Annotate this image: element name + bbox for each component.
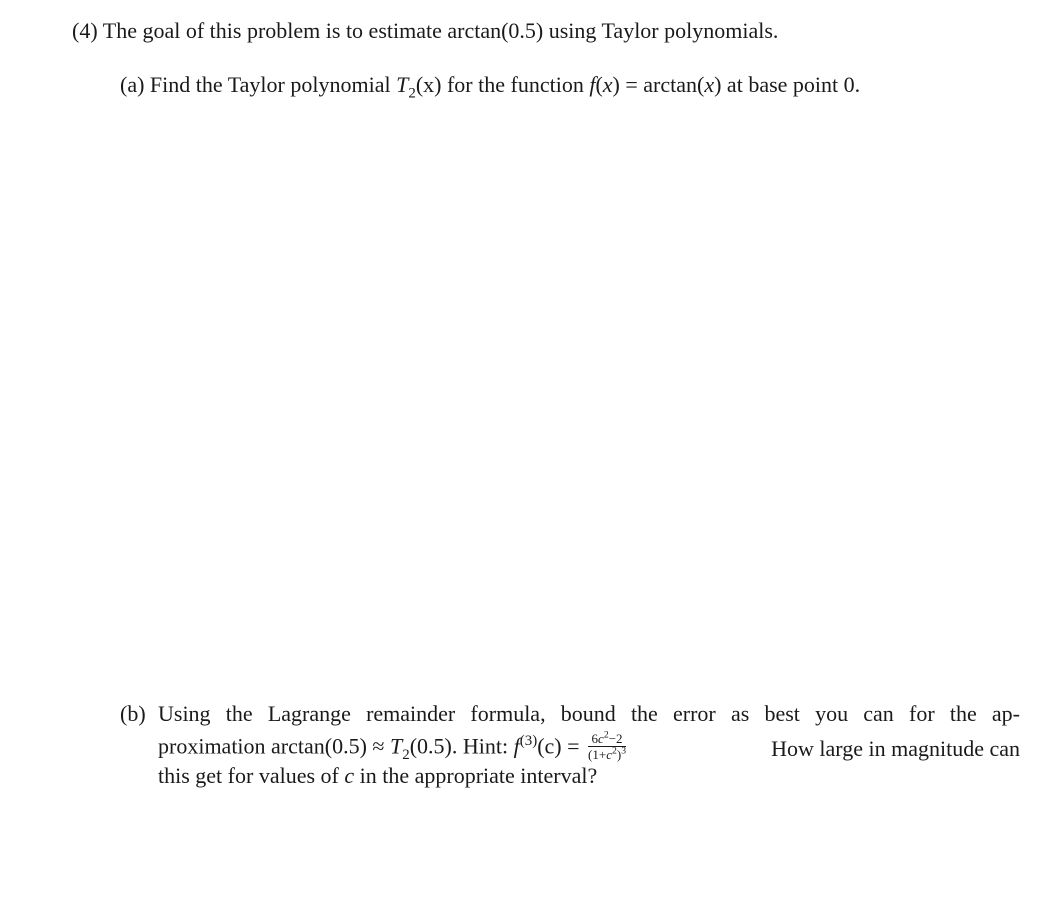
problem-header [72, 20, 778, 42]
part-a-text: Find the Taylor polynomial $T_2(x)$ for the function f(x) = arctan(x) at base point 0. [149, 72, 861, 102]
part-b-line-1: Using the Lagrange remainder formula, bound the error as best you can for the ap- [158, 701, 1020, 726]
part-b-answer-space [120, 800, 1000, 910]
part-b-approximation: proximation $\arctan(0.5) \approx T_2(0.5)$. Hint: $f^{(3)}(c)$ = $\frac{6c^2-2}{(1+c^2)^3}$ [158, 729, 627, 763]
part-b-line-3: this get for values of c in the appropriate interval? [158, 763, 598, 788]
problem-number: (4) [72, 18, 98, 43]
part-a-label: (a) [120, 72, 145, 97]
part-b-label: (b) [120, 701, 146, 726]
part-a-question [120, 72, 861, 102]
part-b-magnitude-question: How large in magnitude can [771, 735, 1020, 761]
part-a-answer-space [120, 110, 1000, 680]
part-b-line-2 [158, 729, 1020, 763]
problem-intro: The goal of this problem is to estimate arctan(0.5) using Taylor polynomials. [102, 18, 779, 43]
hint-fraction: $\frac{6c^2-2}{(1+c^2)^3}$ [588, 729, 627, 762]
